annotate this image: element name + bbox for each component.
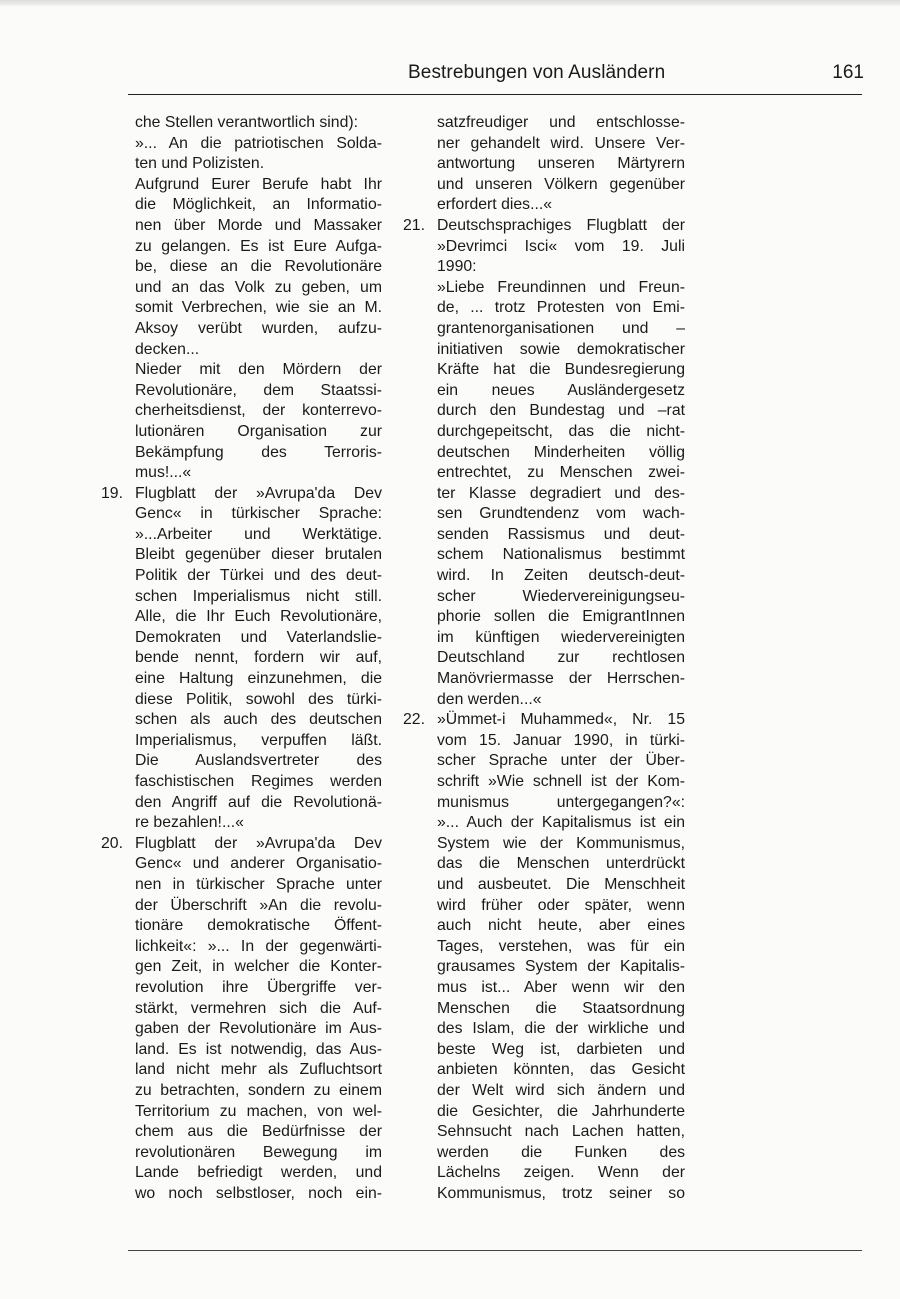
text-line: wird früher oder später, wenn	[437, 896, 685, 914]
text-line: che Stellen verantwortlich sind):	[135, 114, 359, 131]
text-line: tionäre demokratische Öffent-	[135, 917, 382, 935]
text-line: Die Auslandsvertreter des	[135, 752, 382, 770]
text-line: Bleibt gegenüber dieser brutalen	[135, 546, 382, 564]
text-line: Tages, verstehen, was für ein	[437, 937, 685, 955]
text-line: scher Sprache unter der Über-	[437, 752, 685, 770]
text-line: somit Verbrechen, wie sie an M.	[135, 299, 382, 317]
text-line: zu gelangen. Es ist Eure Aufga-	[135, 237, 382, 255]
text-line: scher Wiedervereinigungseu-	[437, 587, 685, 605]
text-line: nen über Morde und Massaker	[135, 216, 382, 234]
text-line: antwortung unseren Märtyrern	[437, 155, 685, 173]
text-line: des Islam, die der wirkliche und	[437, 1020, 685, 1038]
text-line: Genc« in türkischer Sprache:	[135, 505, 382, 523]
text-line: entrechtet, zu Menschen zwei-	[437, 464, 685, 482]
text-line: gen Zeit, in welcher die Konter-	[135, 958, 382, 976]
item-text: Flugblatt der »Avrupa'da Dev	[135, 484, 382, 502]
text-line: Revolutionäre, dem Staatssi-	[135, 381, 382, 399]
text-line: satzfreudiger und entschlosse-	[437, 114, 685, 131]
item-number: 21.	[403, 216, 425, 234]
text-line: Kommunismus, trotz seiner so	[437, 1184, 685, 1202]
text-line: die Möglichkeit, an Informatio-	[135, 196, 382, 214]
right-column	[403, 113, 685, 1204]
text-line: das die Menschen unterdrückt	[437, 855, 685, 873]
text-line: schrift »Wie schnell ist der Kom-	[437, 773, 685, 790]
text-line: »Liebe Freundinnen und Freun-	[437, 278, 685, 296]
text-line: ten und Polizisten.	[135, 155, 265, 173]
text-line: anbieten könnten, das Gesicht	[437, 1061, 685, 1079]
text-line: stärkt, vermehren sich die Auf-	[135, 999, 382, 1017]
text-line: und ausbeutet. Die Menschheit	[437, 875, 685, 893]
item-number: 22.	[403, 711, 425, 729]
text-line: mus!...«	[135, 464, 192, 482]
text-line: ner gehandelt wird. Unsere Ver-	[437, 134, 685, 152]
text-line: der Welt wird sich ändern und	[437, 1081, 685, 1099]
text-line: de, ... trotz Protesten von Emi-	[437, 299, 685, 317]
text-line: schen als auch des deutschen	[135, 711, 382, 729]
text-line: re bezahlen!...«	[135, 814, 244, 832]
text-line: Nieder mit den Mördern der	[135, 361, 382, 379]
text-line: bende nennt, fordern wir auf,	[135, 649, 382, 667]
text-line: »... Auch der Kapitalismus ist ein	[437, 814, 685, 832]
item-number: 19.	[101, 484, 123, 502]
text-line: zu betrachten, sondern zu einem	[135, 1081, 382, 1099]
text-line: decken...	[135, 340, 200, 358]
text-line: be, diese an die Revolutionäre	[135, 258, 382, 276]
text-line: land nicht mehr als Zufluchtsort	[135, 1061, 382, 1079]
text-line: munismus untergegangen?«:	[437, 793, 685, 811]
text-line: revolution ihre Übergriffe ver-	[135, 978, 382, 996]
text-line: Aufgrund Eurer Berufe habt Ihr	[135, 175, 382, 193]
text-line: wo noch selbstloser, noch ein-	[135, 1184, 382, 1202]
header-rule	[128, 94, 862, 95]
text-line: auch nicht heute, aber eines	[437, 917, 685, 935]
numbered-item-line	[101, 834, 382, 855]
text-line: gaben der Revolutionäre im Aus-	[135, 1020, 382, 1038]
text-line: Genc« und anderer Organisatio-	[135, 855, 382, 873]
left-column	[101, 113, 382, 1204]
text-line: durchgepeitscht, das die nicht-	[437, 422, 685, 440]
text-line: den Angriff auf die Revolutionä-	[135, 793, 382, 811]
text-line: Lande befriedigt werden, und	[135, 1164, 382, 1182]
text-line: und unseren Völkern gegenüber	[437, 175, 685, 193]
text-line: System wie der Kommunismus,	[437, 834, 685, 852]
item-text: Flugblatt der »Avrupa'da Dev	[135, 834, 382, 852]
text-line: eine Haltung einzunehmen, die	[135, 670, 382, 688]
running-head: Bestrebungen von Ausländern	[408, 62, 666, 83]
text-line: »... An die patriotischen Solda-	[135, 134, 382, 152]
text-line: grantenorganisationen und –	[437, 319, 685, 337]
text-line: ter Klasse degradiert und des-	[437, 484, 685, 502]
text-line: die Gesichter, die Jahrhunderte	[437, 1102, 685, 1120]
text-line: cherheitsdienst, der konterrevo-	[135, 402, 382, 420]
item-text: »Ümmet-i Muhammed«, Nr. 15	[437, 711, 685, 729]
text-line: beste Weg ist, darbieten und	[437, 1040, 685, 1058]
text-line: sen Grundtendenz vom wach-	[437, 505, 685, 523]
text-line: schen Imperialismus nicht still.	[135, 587, 382, 605]
text-line: »...Arbeiter und Werktätige.	[135, 525, 382, 543]
text-line: »Devrimci Isci« vom 19. Juli	[437, 237, 685, 255]
text-line: land. Es ist notwendig, das Aus-	[135, 1040, 382, 1058]
text-line: Imperialismus, verpuffen läßt.	[135, 731, 382, 749]
text-line: wird. In Zeiten deutsch-deut-	[437, 567, 685, 585]
text-line: den werden...«	[437, 690, 542, 708]
text-line: ein neues Ausländergesetz	[437, 381, 685, 399]
text-line: Alle, die Ihr Euch Revolutionäre,	[135, 608, 382, 626]
text-line: faschistischen Regimes werden	[135, 773, 382, 790]
text-line: vom 15. Januar 1990, in türki-	[437, 731, 685, 749]
text-line: Deutschland zur rechtlosen	[437, 649, 685, 667]
text-line: Manövriermasse der Herrschen-	[437, 670, 685, 688]
item-number: 20.	[101, 834, 123, 852]
text-line: lutionären Organisation zur	[135, 422, 382, 440]
text-line: Lächelns zeigen. Wenn der	[437, 1164, 685, 1182]
text-line: und an das Volk zu geben, um	[135, 278, 382, 296]
text-line: chem aus die Bedürfnisse der	[135, 1123, 382, 1141]
numbered-item-line	[403, 710, 685, 731]
text-line: Territorium zu machen, von wel-	[135, 1102, 382, 1120]
text-line: initiativen sowie demokratischer	[437, 340, 685, 358]
text-line: im künftigen wiedervereinigten	[437, 628, 685, 646]
numbered-item-line	[101, 484, 382, 505]
text-line: diese Politik, sowohl des türki-	[135, 690, 382, 708]
page-number: 161	[832, 62, 864, 83]
text-line: der Überschrift »An die revolu-	[135, 896, 382, 914]
footer-rule	[128, 1250, 862, 1251]
text-line: schem Nationalismus bestimmt	[437, 546, 685, 564]
text-line: deutschen Minderheiten völlig	[437, 443, 685, 461]
text-line: senden Rassismus und deut-	[437, 525, 685, 543]
text-line: Bekämpfung des Terroris-	[135, 443, 382, 461]
text-line: 1990:	[437, 258, 477, 276]
text-line: Demokraten und Vaterlandslie-	[135, 628, 382, 646]
text-line: erfordert dies...«	[437, 196, 553, 214]
text-line: grausames System der Kapitalis-	[437, 958, 685, 976]
text-line: Menschen die Staatsordnung	[437, 999, 685, 1017]
text-line: Aksoy verübt wurden, aufzu-	[135, 319, 382, 337]
item-text: Deutschsprachiges Flugblatt der	[437, 216, 685, 234]
text-line: lichkeit«: »... In der gegenwärti-	[135, 937, 382, 955]
text-line: Kräfte hat die Bundesregierung	[437, 361, 685, 379]
text-line: nen in türkischer Sprache unter	[135, 875, 382, 893]
text-line: Sehnsucht nach Lachen hatten,	[437, 1123, 685, 1141]
text-line: werden die Funken des	[437, 1143, 685, 1161]
page-top-edge	[0, 0, 900, 6]
text-line: durch den Bundestag und –rat	[437, 402, 685, 420]
text-line: mus ist... Aber wenn wir den	[437, 978, 685, 996]
text-line: Politik der Türkei und des deut-	[135, 567, 382, 585]
text-line: phorie sollen die EmigrantInnen	[437, 608, 685, 626]
numbered-item-line	[403, 216, 685, 237]
text-line: revolutionären Bewegung im	[135, 1143, 382, 1161]
